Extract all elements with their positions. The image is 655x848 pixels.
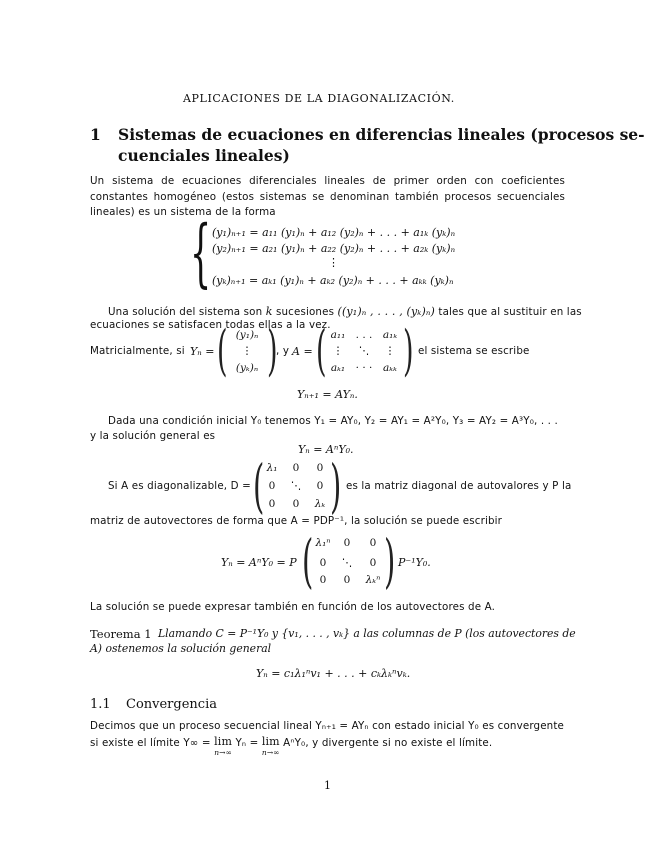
intro-paragraph: Un sistema de ecuaciones diferenciales lineales de primer orden con coeficientes constantes homogéneo (estos sistemas se denominan también procesos secuenciales lineales) es un sistema de la forma [90,175,565,218]
a-matrix-right-paren: ) [403,319,414,382]
a-matrix-r2c2: ⋱ [358,345,370,357]
a-matrix-r1c3: a₁ₖ [382,329,398,341]
solution-line1: Una solución del sistema son k sucesiones ((y₁)ₙ , . . . , (yₖ)ₙ) tales que al sustituir en las [108,305,582,318]
system-row-dots: ⋮ [328,256,339,269]
eq-matrix-r3c3: λₖⁿ [365,574,381,586]
eq-matrix-right-paren: ) [384,527,396,595]
d-matrix-r2c3: 0 [316,480,324,492]
section-number: 1 [90,125,101,144]
y-vector-left-paren: ( [217,319,228,382]
autovec-sentence: La solución se puede expresar también en función de los autovectores de A. [90,601,496,613]
matricial-lead: Matricialmente, si [90,345,185,357]
d-matrix-r3c3: λₖ [314,498,326,510]
solution-line2: ecuaciones se satisfacen todas ellas a la vez. [90,319,331,331]
theorem-equation: Yₙ = c₁λ₁ⁿv₁ + . . . + cₖλₖⁿvₖ. [256,667,411,680]
a-matrix-r1c1: a₁₁ [330,329,346,341]
eq-matrix-r1c3: 0 [369,537,377,549]
a-matrix-left-paren: ( [316,319,327,382]
d-matrix-r3c1: 0 [268,498,276,510]
d-matrix-r2c2: ⋱ [290,480,302,492]
eq-matrix-r3c1: 0 [319,574,327,586]
eq-matrix-r2c2: ⋱ [341,557,353,569]
a-label: A = [292,345,313,358]
subsection-title: Convergencia [126,697,217,712]
matricial-comma-y: , y [276,345,290,357]
y-vector-entry-3: (yₖ)ₙ [235,362,259,374]
initial-line2: y la solución general es [90,430,216,442]
d-matrix-r1c3: 0 [316,462,324,474]
yn-label: Yₙ = [190,345,215,358]
page-number: 1 [324,779,331,792]
system-row-2: (y₂)ₙ₊₁ = a₂₁ (y₁)ₙ + a₂₂ (y₂)ₙ + . . . + a₂ₖ (yₖ)ₙ [212,242,456,255]
section-title-line1: Sistemas de ecuaciones en diferencias lineales (procesos se- [118,125,645,144]
system-row-k: (yₖ)ₙ₊₁ = aₖ₁ (y₁)ₙ + aₖ₂ (y₂)ₙ + . . . + aₖₖ (yₖ)ₙ [212,274,454,287]
matricial-tail: el sistema se escribe [418,345,530,357]
a-matrix-r2c1: ⋮ [332,345,344,357]
system-row-1: (y₁)ₙ₊₁ = a₁₁ (y₁)ₙ + a₁₂ (y₂)ₙ + . . . + a₁ₖ (yₖ)ₙ [212,226,456,239]
eq-matrix-r1c1: λ₁ⁿ [315,537,331,549]
section-title-line2: cuenciales lineales) [118,146,290,165]
d-matrix-r1c2: 0 [292,462,300,474]
general-solution-equation: Yₙ = AⁿY₀. [298,443,354,456]
d-matrix-right-paren: ) [330,452,342,520]
diag-lead: Si A es diagonalizable, D = [108,480,251,492]
theorem-line1: Llamando C = P⁻¹Y₀ y {v₁, . . . , vₖ} a las columnas de P (los autovectores de [158,627,576,640]
a-matrix-r2c3: ⋮ [384,345,396,357]
eq-matrix-r1c2: 0 [343,537,351,549]
a-matrix-r3c2: · · · [355,362,373,374]
eq-matrix-r2c1: 0 [319,557,327,569]
diag-equation-right: P⁻¹Y₀. [398,556,431,569]
diag-tail: es la matriz diagonal de autovalores y P la [346,480,572,492]
initial-line1: Dada una condición inicial Y₀ tenemos Y₁ = AY₀, Y₂ = AY₁ = A²Y₀, Y₃ = AY₂ = A³Y₀, . . . [108,415,558,427]
system-matrix-equation: Yₙ₊₁ = AYₙ. [297,388,358,401]
d-matrix-r1c1: λ₁ [266,462,278,474]
diag-line2: matriz de autovectores de forma que A = PDP⁻¹, la solución se puede escribir [90,515,503,527]
eq-matrix-left-paren: ( [302,527,314,595]
d-matrix-r3c2: 0 [292,498,300,510]
eq-matrix-r2c3: 0 [369,557,377,569]
system-brace: { [190,210,212,296]
d-matrix-r2c1: 0 [268,480,276,492]
d-matrix-left-paren: ( [253,452,265,520]
page-header-title: APLICACIONES DE LA DIAGONALIZACIÓN. [183,92,455,105]
diag-equation-left: Yₙ = AⁿY₀ = P [221,556,297,569]
a-matrix-r3c3: aₖₖ [383,362,397,374]
theorem-label: Teorema 1 [90,627,152,641]
a-matrix-r1c2: . . . [355,329,373,341]
eq-matrix-r3c2: 0 [343,574,351,586]
convergence-line1: Decimos que un proceso secuencial lineal Yₙ₊₁ = AYₙ con estado inicial Y₀ es convergente [90,720,565,732]
y-vector-entry-1: (y₁)ₙ [235,329,259,341]
convergence-line2: si existe el límite Y∞ = lim n→∞ Yₙ = lim n→∞ AⁿY₀, y divergente si no existe el límite. [90,735,493,757]
y-vector-right-paren: ) [267,319,278,382]
theorem-line2: A) ostenemos la solución general [90,642,272,655]
y-vector-entry-2: ⋮ [241,345,253,357]
a-matrix-r3c1: aₖ₁ [330,362,346,374]
subsection-number: 1.1 [90,697,111,712]
